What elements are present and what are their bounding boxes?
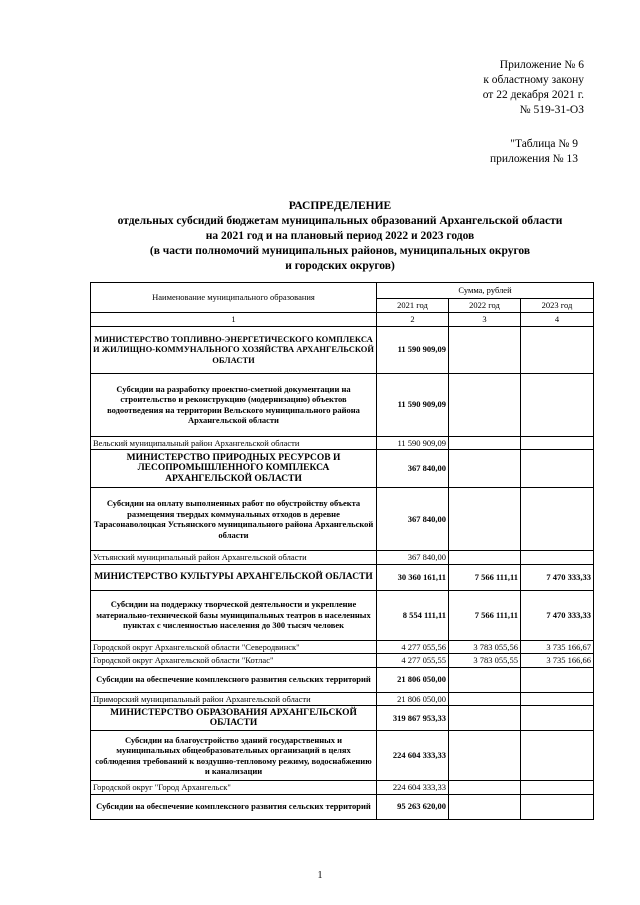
row-name: Городской округ Архангельской области "Северодвинск" bbox=[91, 640, 377, 654]
table-row bbox=[91, 450, 594, 488]
title-line: и городских округов) bbox=[285, 260, 395, 272]
appendix-line: Приложение № 6 bbox=[499, 59, 584, 71]
value-2022 bbox=[449, 731, 521, 781]
value-2022: 3 783 055,56 bbox=[449, 640, 521, 654]
document-title bbox=[60, 199, 620, 274]
column-number: 3 bbox=[449, 313, 521, 327]
value-2023 bbox=[521, 794, 594, 819]
value-2021: 319 867 953,33 bbox=[377, 706, 449, 731]
value-2021: 30 360 161,11 bbox=[377, 564, 449, 590]
value-2022 bbox=[449, 450, 521, 488]
value-2022 bbox=[449, 326, 521, 373]
row-name: Устьянский муниципальный район Архангельской области bbox=[91, 551, 377, 565]
value-2022 bbox=[449, 488, 521, 551]
value-2021: 11 590 909,09 bbox=[377, 436, 449, 450]
value-2023: 7 470 333,33 bbox=[521, 564, 594, 590]
value-2022 bbox=[449, 551, 521, 565]
header-year-2023: 2023 год bbox=[521, 299, 594, 313]
value-2021: 21 806 050,00 bbox=[377, 692, 449, 706]
header-year-2021: 2021 год bbox=[377, 299, 449, 313]
column-number: 4 bbox=[521, 313, 594, 327]
table-row bbox=[91, 640, 594, 654]
row-name: МИНИСТЕРСТВО КУЛЬТУРЫ АРХАНГЕЛЬСКОЙ ОБЛАСТИ bbox=[91, 564, 377, 590]
value-2023 bbox=[521, 667, 594, 692]
value-2022: 7 566 111,11 bbox=[449, 564, 521, 590]
row-name: Субсидии на оплату выполненных работ по обустройству объекта размещения твердых коммунальных отходов в деревне Тарасонаволоцкая Устьянского муниципального района Архангельской области bbox=[91, 488, 377, 551]
value-2023 bbox=[521, 731, 594, 781]
row-name: МИНИСТЕРСТВО ОБРАЗОВАНИЯ АРХАНГЕЛЬСКОЙ ОБЛАСТИ bbox=[91, 706, 377, 731]
table-row bbox=[91, 436, 594, 450]
value-2021: 367 840,00 bbox=[377, 488, 449, 551]
appendix-line: № 519-31-ОЗ bbox=[519, 104, 584, 116]
subsidy-distribution-table bbox=[90, 282, 594, 820]
appendix-line: от 22 декабря 2021 г. bbox=[482, 89, 584, 101]
value-2021: 11 590 909,09 bbox=[377, 326, 449, 373]
row-name: Субсидии на обеспечение комплексного развития сельских территорий bbox=[91, 667, 377, 692]
table-reference bbox=[418, 137, 578, 167]
table-row bbox=[91, 654, 594, 668]
value-2023 bbox=[521, 692, 594, 706]
row-name: Городской округ "Город Архангельск" bbox=[91, 781, 377, 795]
table-row bbox=[91, 692, 594, 706]
table-row bbox=[91, 794, 594, 819]
column-number: 2 bbox=[377, 313, 449, 327]
table-row bbox=[91, 667, 594, 692]
value-2023 bbox=[521, 551, 594, 565]
value-2021: 224 604 333,33 bbox=[377, 781, 449, 795]
value-2022 bbox=[449, 781, 521, 795]
value-2021: 367 840,00 bbox=[377, 551, 449, 565]
table-row bbox=[91, 590, 594, 640]
value-2023 bbox=[521, 706, 594, 731]
value-2021: 4 277 055,55 bbox=[377, 654, 449, 668]
value-2021: 8 554 111,11 bbox=[377, 590, 449, 640]
value-2022 bbox=[449, 692, 521, 706]
table-row bbox=[91, 564, 594, 590]
row-name: Субсидии на поддержку творческой деятельности и укрепление материально-технической базы муниципальных театров в населенных пунктах с численностью населения до 300 тысяч человек bbox=[91, 590, 377, 640]
table-row bbox=[91, 706, 594, 731]
header-name-column: Наименование муниципального образования bbox=[91, 283, 377, 313]
table-row bbox=[91, 781, 594, 795]
row-name: МИНИСТЕРСТВО ПРИРОДНЫХ РЕСУРСОВ И ЛЕСОПРОМЫШЛЕННОГО КОМПЛЕКСА АРХАНГЕЛЬСКОЙ ОБЛАСТИ bbox=[91, 450, 377, 488]
value-2023 bbox=[521, 373, 594, 436]
appendix-line: к областному закону bbox=[483, 74, 584, 86]
title-heading: РАСПРЕДЕЛЕНИЕ bbox=[288, 200, 392, 212]
row-name: Субсидии на благоустройство зданий государственных и муниципальных общеобразовательных организаций в целях соблюдения требований к воздушно-тепловому режиму, водоснабжению и канализации bbox=[91, 731, 377, 781]
value-2023 bbox=[521, 488, 594, 551]
row-name: МИНИСТЕРСТВО ТОПЛИВНО-ЭНЕРГЕТИЧЕСКОГО КОМПЛЕКСА И ЖИЛИЩНО-КОММУНАЛЬНОГО ХОЗЯЙСТВА АРХАНГЕЛЬСКОЙ ОБЛАСТИ bbox=[91, 326, 377, 373]
table-row bbox=[91, 551, 594, 565]
value-2023: 7 470 333,33 bbox=[521, 590, 594, 640]
title-line: (в части полномочий муниципальных районов, муниципальных округов bbox=[149, 245, 531, 257]
table-reference-line: приложения № 13 bbox=[490, 153, 578, 165]
value-2022 bbox=[449, 436, 521, 450]
value-2021: 21 806 050,00 bbox=[377, 667, 449, 692]
title-line: на 2021 год и на плановый период 2022 и 2023 годов bbox=[205, 230, 475, 242]
value-2022 bbox=[449, 373, 521, 436]
value-2022 bbox=[449, 794, 521, 819]
value-2021: 224 604 333,33 bbox=[377, 731, 449, 781]
value-2023 bbox=[521, 450, 594, 488]
table-reference-line: "Таблица № 9 bbox=[510, 138, 578, 150]
table-row bbox=[91, 488, 594, 551]
appendix-block bbox=[384, 58, 584, 118]
value-2022: 3 783 055,55 bbox=[449, 654, 521, 668]
page-number: 1 bbox=[317, 870, 323, 881]
value-2022 bbox=[449, 667, 521, 692]
header-sum-rubles: Сумма, рублей bbox=[377, 283, 594, 299]
value-2022 bbox=[449, 706, 521, 731]
table-row bbox=[91, 731, 594, 781]
value-2022: 7 566 111,11 bbox=[449, 590, 521, 640]
value-2023 bbox=[521, 436, 594, 450]
row-name: Вельский муниципальный район Архангельской области bbox=[91, 436, 377, 450]
row-name: Городской округ Архангельской области "Котлас" bbox=[91, 654, 377, 668]
value-2023 bbox=[521, 781, 594, 795]
column-number: 1 bbox=[91, 313, 377, 327]
header-year-2022: 2022 год bbox=[449, 299, 521, 313]
table-row bbox=[91, 373, 594, 436]
value-2023: 3 735 166,66 bbox=[521, 654, 594, 668]
value-2021: 11 590 909,09 bbox=[377, 373, 449, 436]
row-name: Субсидии на разработку проектно-сметной документации на строительство и реконструкцию (модернизацию) объектов водоотведения на территории Вельского муниципального района Архангельской области bbox=[91, 373, 377, 436]
value-2021: 95 263 620,00 bbox=[377, 794, 449, 819]
value-2021: 4 277 055,56 bbox=[377, 640, 449, 654]
row-name: Приморский муниципальный район Архангельской области bbox=[91, 692, 377, 706]
value-2023 bbox=[521, 326, 594, 373]
row-name: Субсидии на обеспечение комплексного развития сельских территорий bbox=[91, 794, 377, 819]
title-line: отдельных субсидий бюджетам муниципальных образований Архангельской области bbox=[117, 215, 563, 227]
value-2023: 3 735 166,67 bbox=[521, 640, 594, 654]
table-row bbox=[91, 326, 594, 373]
value-2021: 367 840,00 bbox=[377, 450, 449, 488]
